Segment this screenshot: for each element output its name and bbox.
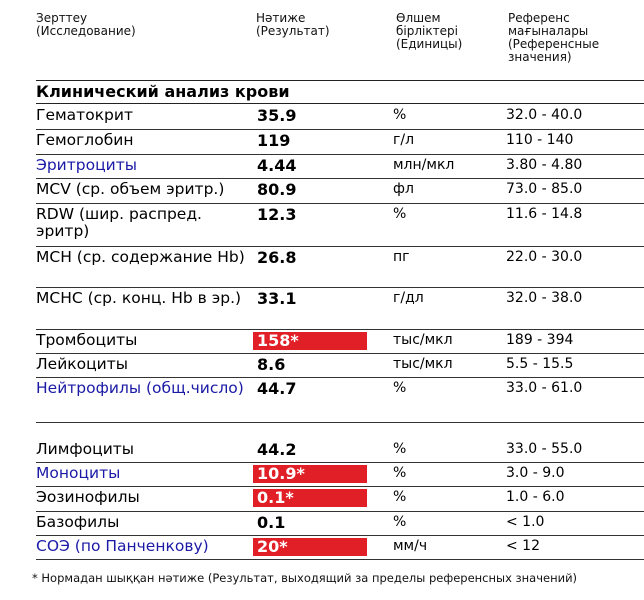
table-row: [0, 354, 644, 378]
reference-range: 189 - 394: [506, 332, 574, 348]
unit-value: г/дл: [393, 290, 424, 306]
result-value: 12.3: [257, 205, 297, 224]
row-divider: [36, 422, 644, 423]
result-value: 33.1: [257, 289, 297, 308]
test-name: MCV (ср. объем эритр.): [36, 180, 225, 198]
result-value: 44.7: [257, 379, 297, 398]
table-row: [0, 105, 644, 130]
unit-value: тыс/мкл: [393, 332, 453, 348]
result-value: 80.9: [257, 180, 297, 199]
footnote: * Нормадан шыққан нәтиже (Результат, выходящий за пределы референсных значений): [32, 571, 578, 585]
test-name-link[interactable]: Эритроциты: [36, 156, 137, 174]
result-value-flagged: 10.9*: [253, 465, 367, 483]
unit-value: тыс/мкл: [393, 356, 453, 372]
test-name-link[interactable]: Моноциты: [36, 464, 121, 482]
unit-value: %: [393, 380, 407, 396]
table-row: [0, 378, 644, 423]
header-reference: Референс мағыналары (Референсные значения): [508, 11, 600, 64]
table-row: [0, 463, 644, 487]
header-result: Нәтиже (Результат): [256, 11, 330, 38]
result-value-flagged: 20*: [253, 538, 367, 556]
test-name: MCH (ср. содержание Hb): [36, 248, 245, 266]
result-value: 4.44: [257, 156, 297, 175]
reference-range: 5.5 - 15.5: [506, 356, 574, 372]
test-name: Гемоглобин: [36, 131, 134, 149]
table-row: [0, 247, 644, 288]
unit-value: млн/мкл: [393, 157, 455, 173]
test-name: Лимфоциты: [36, 440, 135, 458]
unit-value: %: [393, 465, 407, 481]
table-row: [0, 487, 644, 512]
unit-value: пг: [393, 249, 410, 265]
reference-range: < 12: [506, 538, 540, 554]
unit-value: фл: [393, 181, 414, 197]
table-row: [0, 330, 644, 354]
header-study: Зерттеу (Исследование): [36, 11, 136, 38]
row-divider: [36, 559, 644, 560]
table-row: [0, 439, 644, 463]
reference-range: 32.0 - 40.0: [506, 107, 583, 123]
result-value-flagged: 158*: [253, 332, 367, 350]
table-row: [0, 179, 644, 204]
table-row: [0, 288, 644, 330]
result-value: 44.2: [257, 440, 297, 459]
result-value: 119: [257, 131, 291, 150]
unit-value: %: [393, 206, 407, 222]
table-row: [0, 536, 644, 560]
section-title: Клинический анализ крови: [36, 80, 644, 104]
result-value: 35.9: [257, 106, 297, 125]
test-name: RDW (шир. распред. эритр): [36, 205, 202, 240]
test-name: Базофилы: [36, 513, 120, 531]
test-name: Лейкоциты: [36, 355, 129, 373]
table-row: [0, 130, 644, 155]
reference-range: 33.0 - 55.0: [506, 441, 583, 457]
table-row: [0, 512, 644, 536]
test-name: Гематокрит: [36, 106, 133, 124]
reference-range: 22.0 - 30.0: [506, 249, 583, 265]
result-value-flagged: 0.1*: [253, 489, 367, 507]
result-value: 8.6: [257, 355, 286, 374]
reference-range: 33.0 - 61.0: [506, 380, 583, 396]
reference-range: 1.0 - 6.0: [506, 489, 565, 505]
test-name: Эозинофилы: [36, 488, 140, 506]
table-row: [0, 204, 644, 247]
reference-range: 110 - 140: [506, 132, 574, 148]
unit-value: %: [393, 441, 407, 457]
reference-range: 32.0 - 38.0: [506, 290, 583, 306]
test-name-link[interactable]: Нейтрофилы (общ.число): [36, 379, 244, 397]
test-name: MCHC (ср. конц. Hb в эр.): [36, 289, 242, 307]
unit-value: %: [393, 514, 407, 530]
unit-value: г/л: [393, 132, 415, 148]
result-value: 26.8: [257, 248, 297, 267]
test-name: Тромбоциты: [36, 331, 138, 349]
unit-value: мм/ч: [393, 538, 428, 554]
reference-range: 11.6 - 14.8: [506, 206, 583, 222]
table-row: [0, 155, 644, 179]
reference-range: < 1.0: [506, 514, 545, 530]
test-name-link[interactable]: СОЭ (по Панченкову): [36, 537, 209, 555]
reference-range: 73.0 - 85.0: [506, 181, 583, 197]
unit-value: %: [393, 489, 407, 505]
reference-range: 3.80 - 4.80: [506, 157, 583, 173]
unit-value: %: [393, 107, 407, 123]
reference-range: 3.0 - 9.0: [506, 465, 565, 481]
header-units: Өлшем бірліктері (Единицы): [396, 11, 463, 51]
result-value: 0.1: [257, 513, 286, 532]
